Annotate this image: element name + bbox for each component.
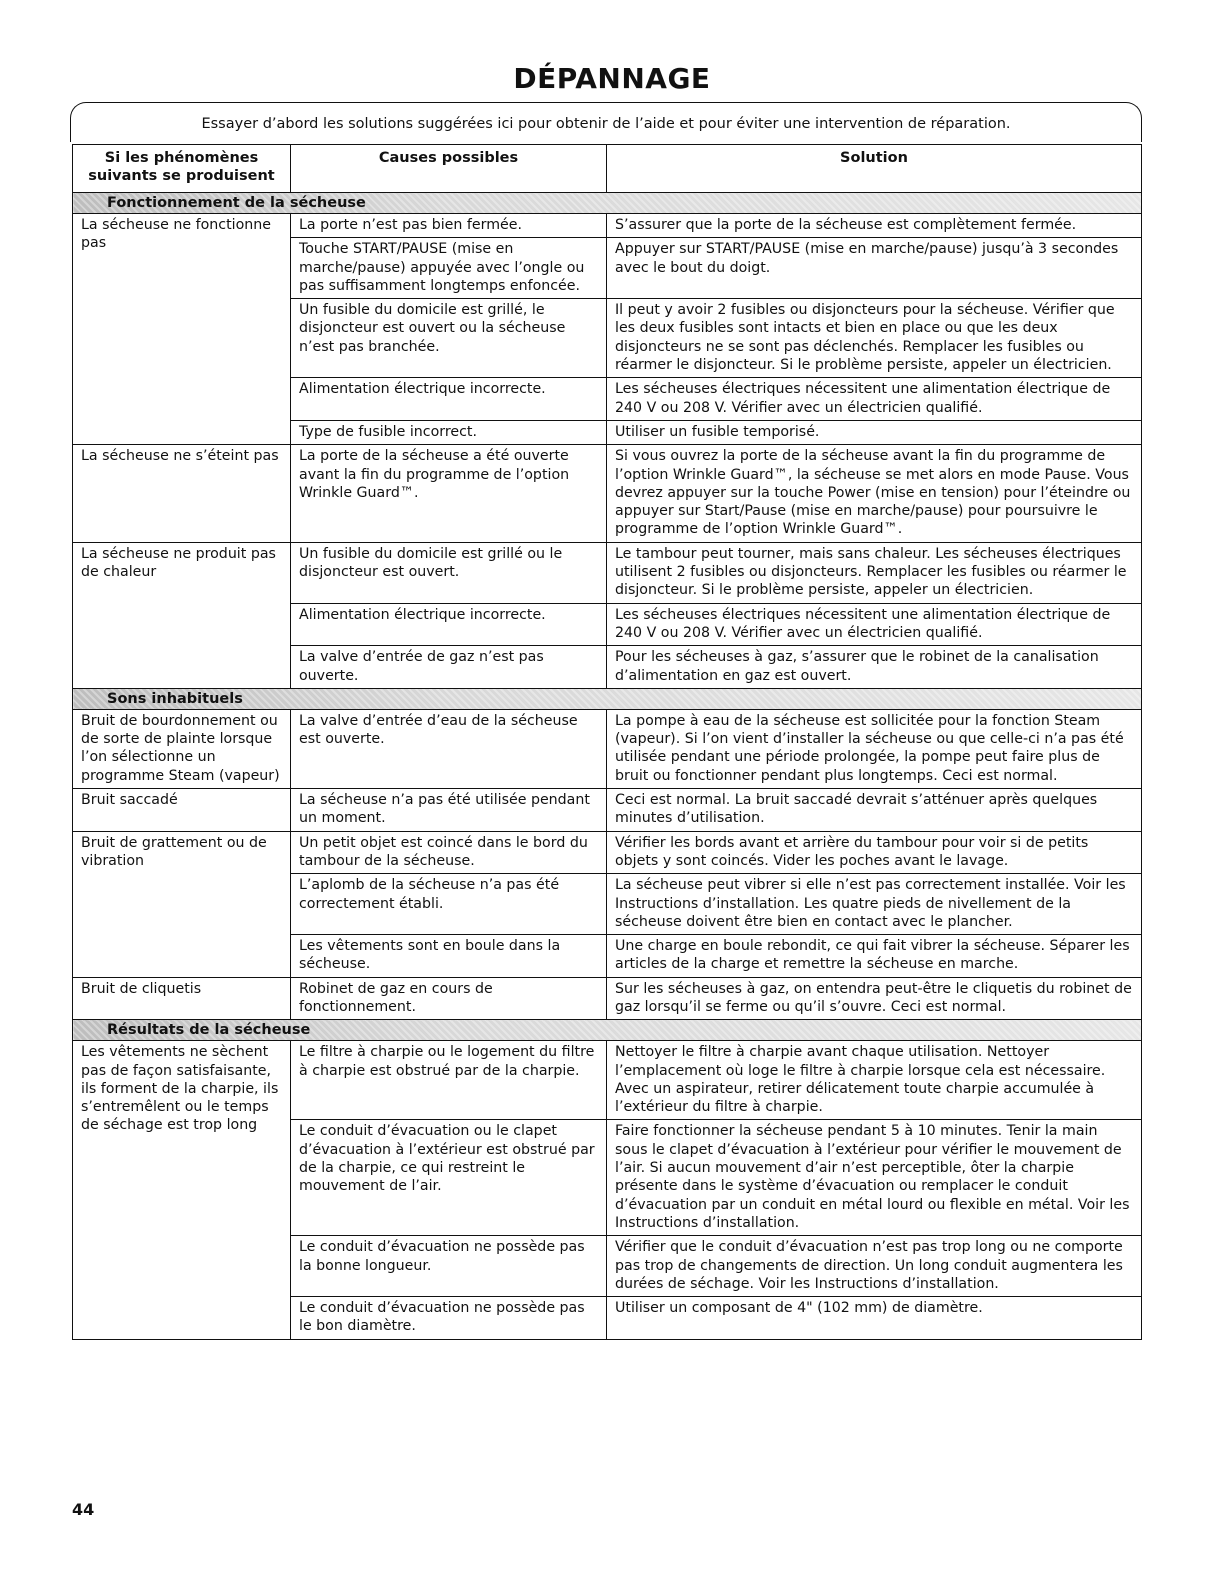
solution-cell: Vérifier les bords avant et arrière du tambour pour voir si de petits objets y sont coincés. Vider les poches avant le lavage.: [607, 831, 1142, 874]
cause-cell: La porte de la sécheuse a été ouverte avant la fin du programme de l’option Wrinkle Guard™.: [291, 445, 607, 542]
cause-cell: Les vêtements sont en boule dans la sécheuse.: [291, 935, 607, 978]
solution-cell: Une charge en boule rebondit, ce qui fait vibrer la sécheuse. Séparer les articles de la charge et remettre la sécheuse en marche.: [607, 935, 1142, 978]
symptom-cell: Bruit de bourdonnement ou de sorte de plainte lorsque l’on sélectionne un programme Steam (vapeur): [73, 709, 291, 788]
solution-cell: Pour les sécheuses à gaz, s’assurer que le robinet de la canalisation d’alimentation en gaz est ouvert.: [607, 646, 1142, 689]
solution-cell: Nettoyer le filtre à charpie avant chaque utilisation. Nettoyer l’emplacement où loge le filtre à charpie lorsque cela est nécessaire. Avec un aspirateur, retirer délicatement toute charpie accumulée à l’extérieur du filtre à charpie.: [607, 1041, 1142, 1120]
cause-cell: La porte n’est pas bien fermée.: [291, 214, 607, 238]
solution-cell: Utiliser un composant de 4" (102 mm) de diamètre.: [607, 1297, 1142, 1340]
cause-cell: Touche START/PAUSE (mise en marche/pause) appuyée avec l’ongle ou pas suffisamment longtemps enfoncée.: [291, 238, 607, 299]
cause-cell: Le conduit d’évacuation ou le clapet d’évacuation à l’extérieur est obstrué par de la charpie, ce qui restreint le mouvement de l’air.: [291, 1120, 607, 1236]
table-row: [73, 831, 1142, 874]
cause-cell: Un petit objet est coincé dans le bord du tambour de la sécheuse.: [291, 831, 607, 874]
cause-cell: Le filtre à charpie ou le logement du filtre à charpie est obstrué par de la charpie.: [291, 1041, 607, 1120]
symptom-cell: La sécheuse ne s’éteint pas: [73, 445, 291, 542]
symptom-cell: Bruit de cliquetis: [73, 977, 291, 1020]
section-title: Résultats de la sécheuse: [73, 1020, 1142, 1041]
cause-cell: Type de fusible incorrect.: [291, 420, 607, 444]
troubleshooting-table: [72, 144, 1142, 1340]
header-solution: Solution: [607, 145, 1142, 193]
table-row: [73, 542, 1142, 603]
cause-cell: Un fusible du domicile est grillé, le disjoncteur est ouvert ou la sécheuse n’est pas branchée.: [291, 299, 607, 378]
solution-cell: Il peut y avoir 2 fusibles ou disjoncteurs pour la sécheuse. Vérifier que les deux fusibles sont intacts et bien en place ou que les deux disjoncteurs ne se sont pas déclenchés. Remplacer les fusibles ou réarmer le disjoncteur. Si le problème persiste, appeler un électricien.: [607, 299, 1142, 378]
solution-cell: Vérifier que le conduit d’évacuation n’est pas trop long ou ne comporte pas trop de changements de direction. Un long conduit augmentera les durées de séchage. Voir les Instructions d’installation.: [607, 1236, 1142, 1297]
page-number: 44: [72, 1500, 95, 1519]
symptom-cell: Bruit saccadé: [73, 789, 291, 832]
solution-cell: Si vous ouvrez la porte de la sécheuse avant la fin du programme de l’option Wrinkle Guard™, la sécheuse se met alors en mode Pause. Vous devrez appuyer sur la touche Power (mise en tension) pour l’éteindre ou appuyer sur Start/Pause (mise en marche/pause) pour poursuivre le programme de l’option Wrinkle Guard™.: [607, 445, 1142, 542]
symptom-cell: Bruit de grattement ou de vibration: [73, 831, 291, 977]
cause-cell: Alimentation électrique incorrecte.: [291, 603, 607, 646]
cause-cell: La sécheuse n’a pas été utilisée pendant un moment.: [291, 789, 607, 832]
solution-cell: Les sécheuses électriques nécessitent une alimentation électrique de 240 V ou 208 V. Vérifier avec un électricien qualifié.: [607, 603, 1142, 646]
page-title: DÉPANNAGE: [513, 62, 711, 95]
solution-cell: La sécheuse peut vibrer si elle n’est pas correctement installée. Voir les Instructions d’installation. Les quatre pieds de nivellement de la sécheuse doivent être bien en contact avec le plancher.: [607, 874, 1142, 935]
header-row: [73, 145, 1142, 193]
solution-cell: Appuyer sur START/PAUSE (mise en marche/pause) jusqu’à 3 secondes avec le bout du doigt.: [607, 238, 1142, 299]
solution-cell: La pompe à eau de la sécheuse est sollicitée pour la fonction Steam (vapeur). Si l’on vient d’installer la sécheuse ou que celle-ci n’a pas été utilisée pendant une période prolongée, la pompe peut faire plus de bruit ou fonctionner pendant plus longtemps. Ceci est normal.: [607, 709, 1142, 788]
section-header-row: [73, 193, 1142, 214]
cause-cell: La valve d’entrée d’eau de la sécheuse est ouverte.: [291, 709, 607, 788]
solution-cell: Faire fonctionner la sécheuse pendant 5 à 10 minutes. Tenir la main sous le clapet d’évacuation à l’extérieur pour vérifier le mouvement de l’air. Si aucun mouvement d’air n’est perceptible, ôter la charpie présente dans le système d’évacuation ou remplacer le conduit d’évacuation par un conduit en métal lourd ou flexible en métal. Voir les Instructions d’installation.: [607, 1120, 1142, 1236]
cause-cell: Le conduit d’évacuation ne possède pas le bon diamètre.: [291, 1297, 607, 1340]
table-row: [73, 709, 1142, 788]
cause-cell: Un fusible du domicile est grillé ou le disjoncteur est ouvert.: [291, 542, 607, 603]
cause-cell: Le conduit d’évacuation ne possède pas la bonne longueur.: [291, 1236, 607, 1297]
symptom-cell: La sécheuse ne fonctionne pas: [73, 214, 291, 445]
table-row: [73, 977, 1142, 1020]
symptom-cell: La sécheuse ne produit pas de chaleur: [73, 542, 291, 688]
cause-cell: La valve d’entrée de gaz n’est pas ouverte.: [291, 646, 607, 689]
symptom-cell: Les vêtements ne sèchent pas de façon satisfaisante, ils forment de la charpie, ils s’entremêlent ou le temps de séchage est trop long: [73, 1041, 291, 1339]
section-title: Fonctionnement de la sécheuse: [73, 193, 1142, 214]
header-symptom: Si les phénomènes suivants se produisent: [73, 145, 291, 193]
table-row: [73, 789, 1142, 832]
table-row: [73, 214, 1142, 238]
solution-cell: Ceci est normal. La bruit saccadé devrait s’atténuer après quelques minutes d’utilisation.: [607, 789, 1142, 832]
section-header-row: [73, 688, 1142, 709]
section-title: Sons inhabituels: [73, 688, 1142, 709]
solution-cell: Sur les sécheuses à gaz, on entendra peut-être le cliquetis du robinet de gaz lorsqu’il se ferme ou qu’il s’ouvre. Ceci est normal.: [607, 977, 1142, 1020]
cause-cell: Alimentation électrique incorrecte.: [291, 378, 607, 421]
table-row: [73, 445, 1142, 542]
intro-text: Essayer d’abord les solutions suggérées ici pour obtenir de l’aide et pour éviter une intervention de réparation.: [201, 116, 1011, 132]
solution-cell: Utiliser un fusible temporisé.: [607, 420, 1142, 444]
solution-cell: Le tambour peut tourner, mais sans chaleur. Les sécheuses électriques utilisent 2 fusibles ou disjoncteurs. Remplacer les fusibles ou réarmer le disjoncteur. Si le problème persiste, appeler un électricien.: [607, 542, 1142, 603]
solution-cell: Les sécheuses électriques nécessitent une alimentation électrique de 240 V ou 208 V. Vérifier avec un électricien qualifié.: [607, 378, 1142, 421]
header-cause: Causes possibles: [291, 145, 607, 193]
solution-cell: S’assurer que la porte de la sécheuse est complètement fermée.: [607, 214, 1142, 238]
section-header-row: [73, 1020, 1142, 1041]
cause-cell: Robinet de gaz en cours de fonctionnement.: [291, 977, 607, 1020]
table-row: [73, 1041, 1142, 1120]
cause-cell: L’aplomb de la sécheuse n’a pas été correctement établi.: [291, 874, 607, 935]
